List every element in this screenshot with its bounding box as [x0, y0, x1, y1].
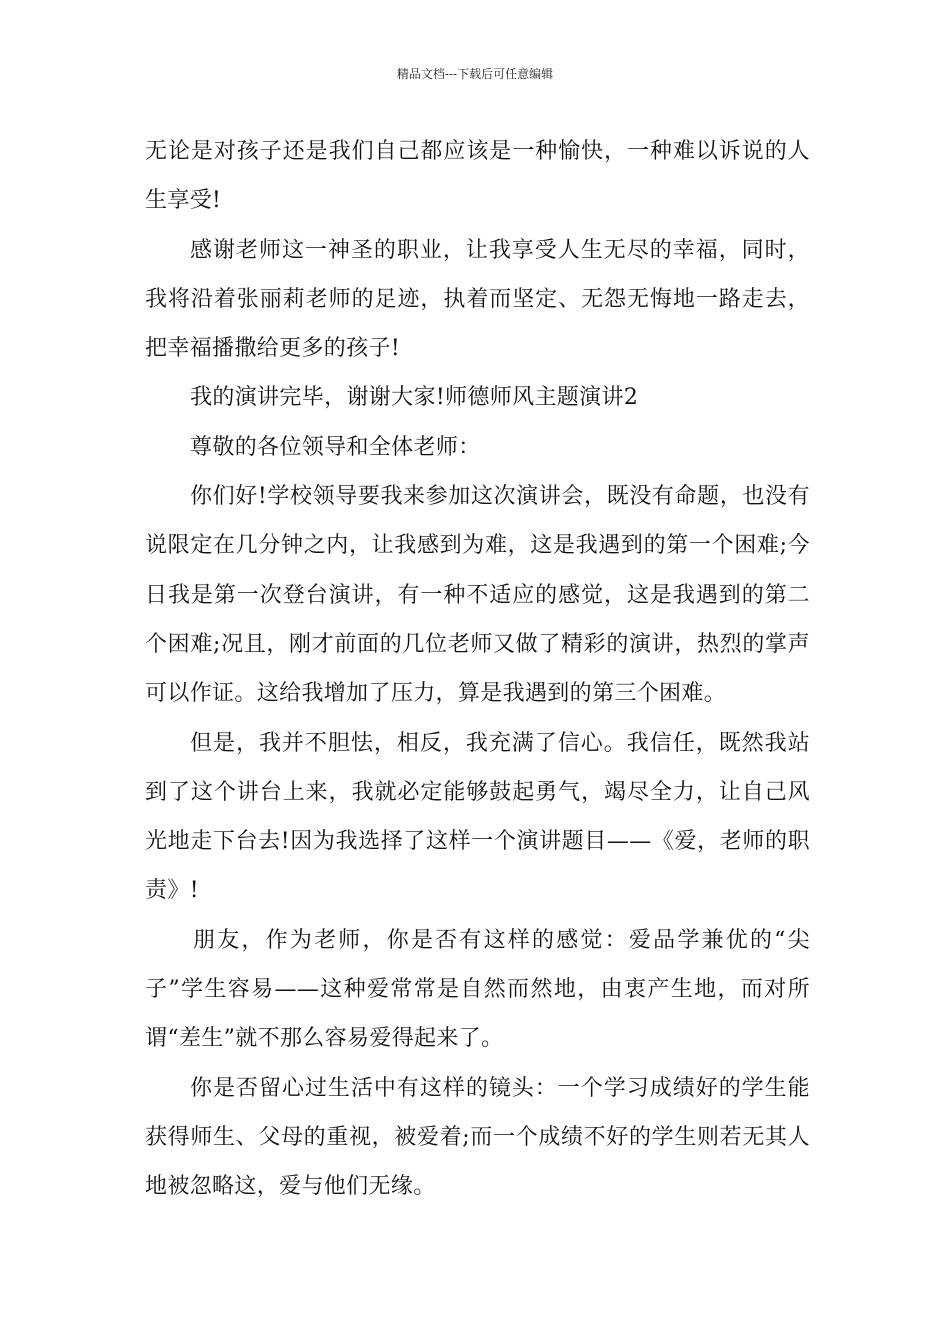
document-body — [145, 127, 810, 1212]
paragraph-gratitude: 感谢老师这一神圣的职业，让我享受人生无尽的幸福，同时，我将沿着张丽莉老师的足迹，执着而坚定、无怨无悔地一路走去，把幸福播撒给更多的孩子! — [145, 237, 810, 362]
paragraph-continuation: 无论是对孩子还是我们自己都应该是一种愉快，一种难以诉说的人生享受! — [145, 139, 810, 214]
paragraph-question-feeling: 朋友，作为老师，你是否有这样的感觉：爱品学兼优的“尖子”学生容易——这种爱常常是自然而然地，由衷产生地，而对所谓“差生”就不那么容易爱得起来了。 — [145, 927, 810, 1052]
paragraph-confidence: 但是，我并不胆怯，相反，我充满了信心。我信任，既然我站到了这个讲台上来，我就必定能够鼓起勇气，竭尽全力，让自己风光地走下台去!因为我选择了这样一个演讲题目——《爱，老师的职责》! — [145, 730, 810, 904]
paragraph-greeting: 你们好!学校领导要我来参加这次演讲会，既没有命题，也没有说限定在几分钟之内，让我感到为难，这是我遇到的第一个困难;今日我是第一次登台演讲，有一种不适应的感觉，这是我遇到的第二个困难;况且，刚才前面的几位老师又做了精彩的演讲，热烈的掌声可以作证。这给我增加了压力，算是我遇到的第三个困难。 — [145, 484, 810, 707]
paragraph-closing-and-title: 我的演讲完毕，谢谢大家!师德师风主题演讲2 — [190, 385, 639, 411]
paragraph-question-scene: 你是否留心过生活中有这样的镜头：一个学习成绩好的学生能获得师生、父母的重视，被爱着;而一个成绩不好的学生则若无其人地被忽略这，爱与他们无缘。 — [145, 1075, 810, 1200]
paragraph-salutation: 尊敬的各位领导和全体老师： — [190, 434, 481, 460]
page-header: 精品文档---下载后可任意编辑 — [396, 67, 554, 81]
